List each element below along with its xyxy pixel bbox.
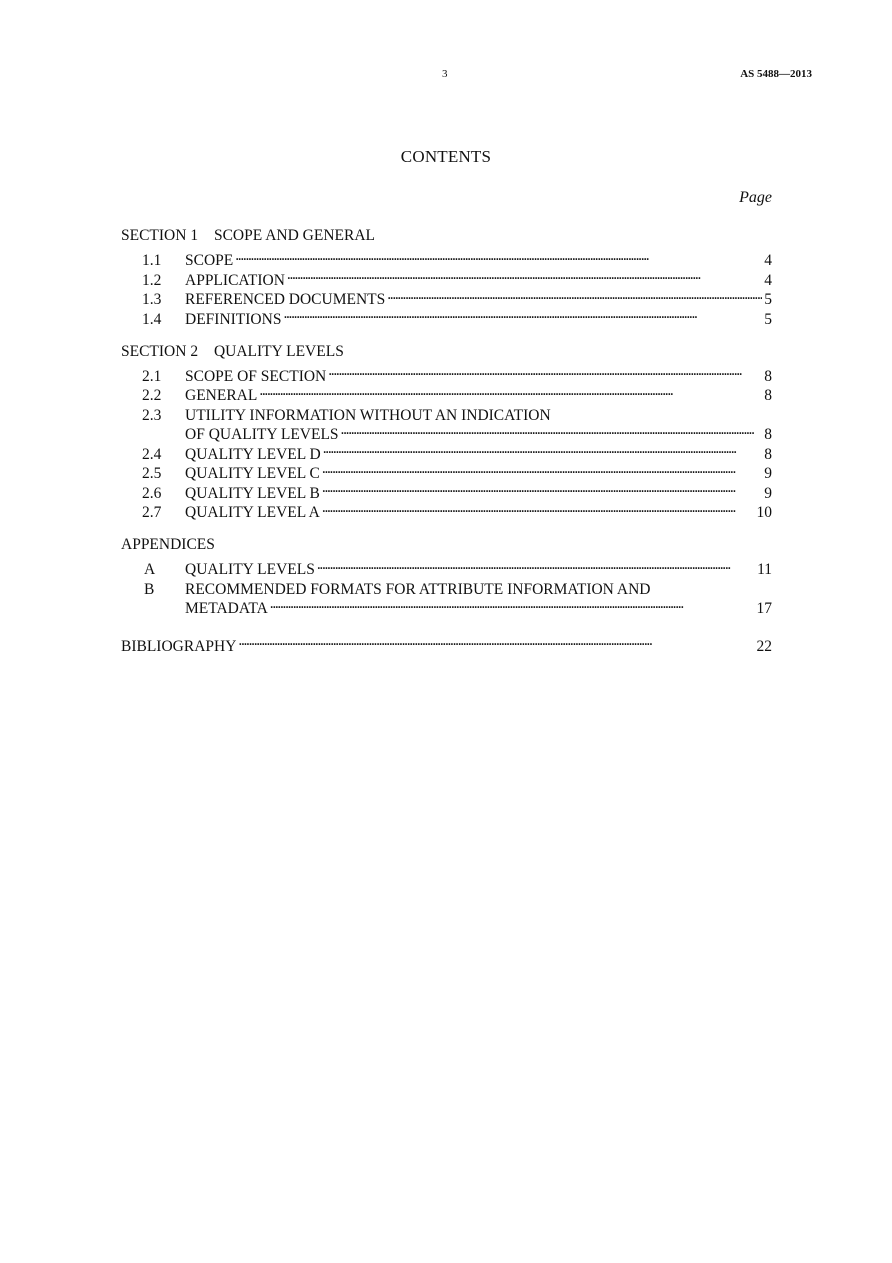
entry-label: QUALITY LEVEL D [185, 445, 321, 463]
section-title: QUALITY LEVELS [213, 342, 344, 360]
dot-leader [328, 361, 762, 381]
entry-label: REFERENCED DOCUMENTS [185, 291, 386, 308]
document-code: AS 5488—2013 [740, 68, 812, 80]
entry-label: QUALITY LEVEL A [185, 504, 320, 521]
dot-leader [322, 498, 755, 518]
entry-page: 8 [764, 387, 772, 404]
entry-number: 1.2 [142, 271, 162, 289]
page-header [0, 68, 892, 84]
table-of-contents [121, 226, 772, 655]
toc-section-2 [121, 342, 772, 521]
entry-page: 8 [764, 445, 772, 463]
dot-leader [259, 381, 762, 401]
entry-label: SCOPE [185, 252, 234, 269]
entry-number: 1.1 [142, 252, 162, 269]
appendices-heading[interactable]: APPENDICES [121, 536, 215, 553]
toc-entry[interactable] [121, 361, 772, 385]
entry-page: 5 [764, 291, 772, 308]
section-heading[interactable] [121, 226, 772, 246]
entry-page: 17 [756, 600, 772, 617]
entry-label: GENERAL [185, 387, 258, 404]
dot-leader [387, 285, 762, 305]
entry-label-continued: OF QUALITY LEVELS [185, 426, 339, 443]
entry-page: 9 [764, 465, 772, 482]
entry-label: RECOMMENDED FORMATS FOR ATTRIBUTE INFORMATION AND [185, 580, 651, 598]
entry-number: 2.1 [142, 367, 162, 385]
dot-leader [323, 439, 763, 459]
toc-entry[interactable] [121, 631, 772, 655]
dot-leader [283, 304, 762, 324]
entry-page: 22 [756, 637, 772, 655]
entry-page: 8 [764, 367, 772, 385]
toc-appendices [121, 535, 772, 617]
toc-bibliography [121, 631, 772, 655]
entry-number: 2.2 [142, 387, 162, 404]
dot-leader [235, 246, 762, 266]
entry-number: 1.3 [142, 291, 162, 308]
entry-number: 2.7 [142, 504, 162, 521]
entry-page: 4 [764, 271, 772, 289]
entry-number: A [144, 561, 156, 578]
entry-page: 11 [757, 561, 772, 578]
contents-title: CONTENTS [400, 147, 492, 166]
entry-page: 10 [756, 504, 772, 521]
dot-leader [317, 555, 755, 575]
entry-number: 1.4 [142, 310, 162, 328]
entry-number: 2.4 [142, 445, 162, 463]
entry-label: DEFINITIONS [185, 310, 282, 328]
dot-leader [322, 478, 762, 498]
entry-label: QUALITY LEVEL B [185, 484, 320, 502]
dot-leader [270, 594, 755, 614]
entry-label: QUALITY LEVEL C [185, 465, 320, 482]
dot-leader [287, 265, 762, 285]
entry-number: 2.6 [142, 484, 162, 502]
entry-number: B [144, 580, 155, 598]
entry-page: 4 [764, 252, 772, 269]
section-heading[interactable] [121, 342, 772, 362]
entry-label-continued: METADATA [185, 600, 268, 617]
dot-leader [553, 400, 770, 420]
section-number: SECTION 1 [121, 227, 199, 244]
entry-page: 5 [764, 310, 772, 328]
entry-label: APPLICATION [185, 271, 285, 289]
dot-leader [238, 631, 754, 651]
toc-entry[interactable] [121, 246, 772, 269]
toc-section-1 [121, 226, 772, 328]
entry-label: BIBLIOGRAPHY [121, 637, 237, 655]
entry-page: 8 [764, 426, 772, 443]
section-title: SCOPE AND GENERAL [213, 227, 375, 244]
toc-entry[interactable] [121, 555, 772, 578]
page-number: 3 [442, 68, 448, 80]
entry-label: QUALITY LEVELS [185, 561, 315, 578]
dot-leader [341, 420, 763, 440]
entry-page: 9 [764, 484, 772, 502]
dot-leader [652, 574, 770, 594]
dot-leader [322, 459, 762, 479]
entry-label: UTILITY INFORMATION WITHOUT AN INDICATION [185, 406, 551, 424]
section-number: SECTION 2 [121, 342, 199, 360]
entry-number: 2.5 [142, 465, 162, 482]
entry-label: SCOPE OF SECTION [185, 367, 327, 385]
entry-number: 2.3 [142, 406, 162, 424]
page-column-label: Page [739, 189, 772, 206]
